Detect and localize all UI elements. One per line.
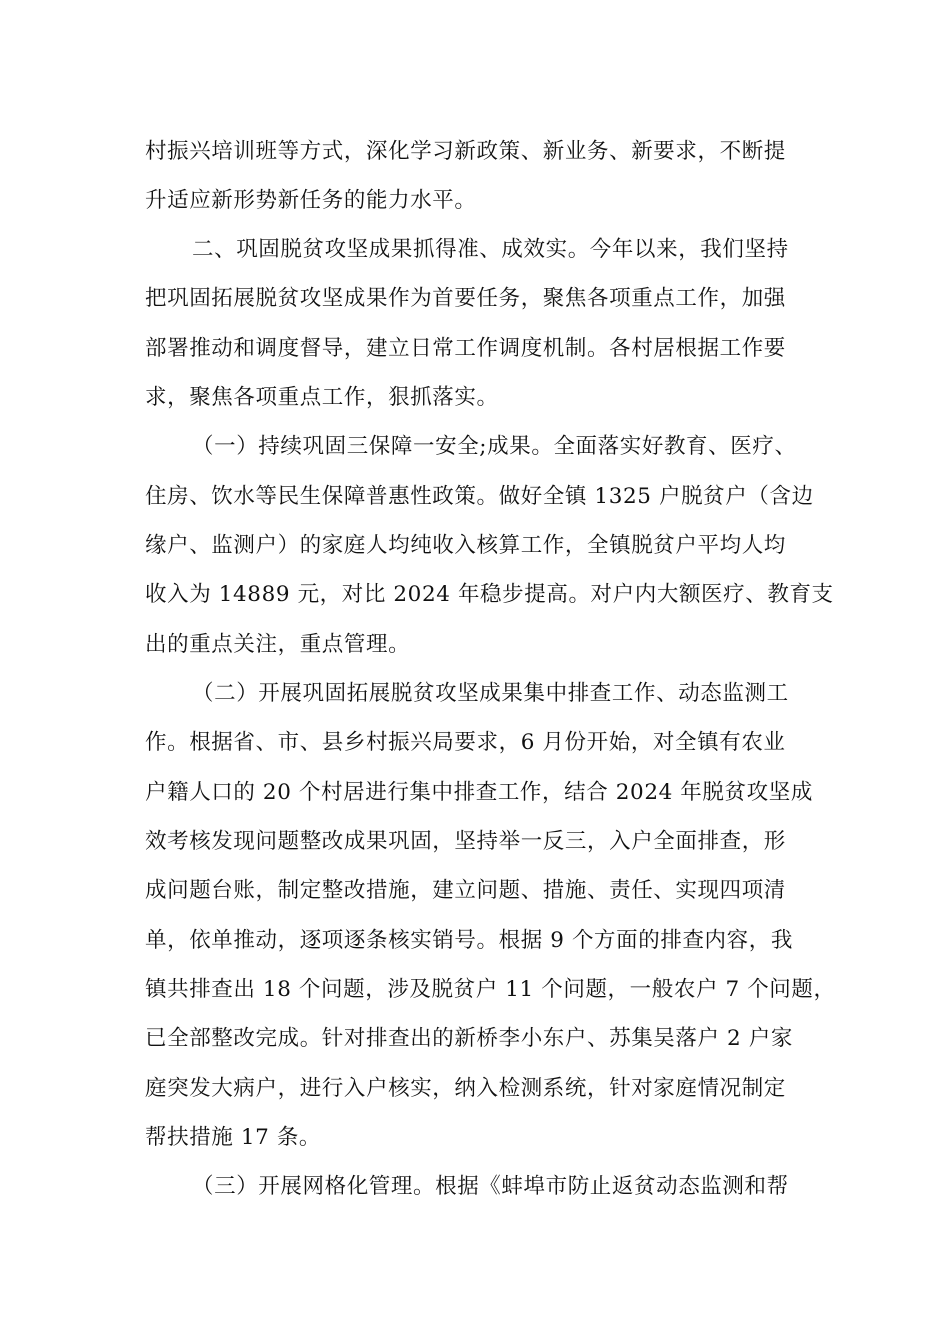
text-line: 村振兴培训班等方式，深化学习新政策、新业务、新要求，不断提 xyxy=(145,139,786,164)
text-line: 缘户、监测户）的家庭人均纯收入核算工作，全镇脱贫户平均人均 xyxy=(145,533,786,558)
text-line: 单，依单推动，逐项逐条核实销号。根据 9 个方面的排查内容，我 xyxy=(145,928,793,953)
text-line: 部署推动和调度督导，建立日常工作调度机制。各村居根据工作要 xyxy=(145,336,786,361)
text-line: 升适应新形势新任务的能力水平。 xyxy=(145,188,477,213)
text-line: 出的重点关注，重点管理。 xyxy=(145,632,411,657)
paragraph-heading-2: 二、巩固脱贫攻坚成果抓得准、成效实。今年以来，我们坚持 xyxy=(192,237,789,262)
subsection-2: （二）开展巩固拓展脱贫攻坚成果集中排查工作、动态监测工 xyxy=(192,681,789,706)
text-line: 户籍人口的 20 个村居进行集中排查工作，结合 2024 年脱贫攻坚成 xyxy=(145,780,813,805)
subsection-1: （一）持续巩固三保障一安全;成果。全面落实好教育、医疗、 xyxy=(192,434,797,459)
text-line: 作。根据省、市、县乡村振兴局要求，6 月份开始，对全镇有农业 xyxy=(145,730,786,755)
text-line: 镇共排查出 18 个问题，涉及脱贫户 11 个问题，一般农户 7 个问题， xyxy=(145,977,836,1002)
text-line: 已全部整改完成。针对排查出的新桥李小东户、苏集吴落户 2 户家 xyxy=(145,1026,793,1051)
text-line: 效考核发现问题整改成果巩固，坚持举一反三，入户全面排查，形 xyxy=(145,829,786,854)
text-line: 求，聚焦各项重点工作，狠抓落实。 xyxy=(145,385,499,410)
text-line: 帮扶措施 17 条。 xyxy=(145,1125,322,1150)
text-line: 住房、饮水等民生保障普惠性政策。做好全镇 1325 户脱贫户（含边 xyxy=(145,484,814,509)
subsection-3: （三）开展网格化管理。根据《蚌埠市防止返贫动态监测和帮 xyxy=(192,1174,789,1199)
text-line: 庭突发大病户，进行入户核实，纳入检测系统，针对家庭情况制定 xyxy=(145,1076,786,1101)
text-line: 收入为 14889 元，对比 2024 年稳步提高。对户内大额医疗、教育支 xyxy=(145,582,834,607)
text-line: 把巩固拓展脱贫攻坚成果作为首要任务，聚焦各项重点工作，加强 xyxy=(145,286,786,311)
text-line: 成问题台账，制定整改措施，建立问题、措施、责任、实现四项清 xyxy=(145,878,786,903)
